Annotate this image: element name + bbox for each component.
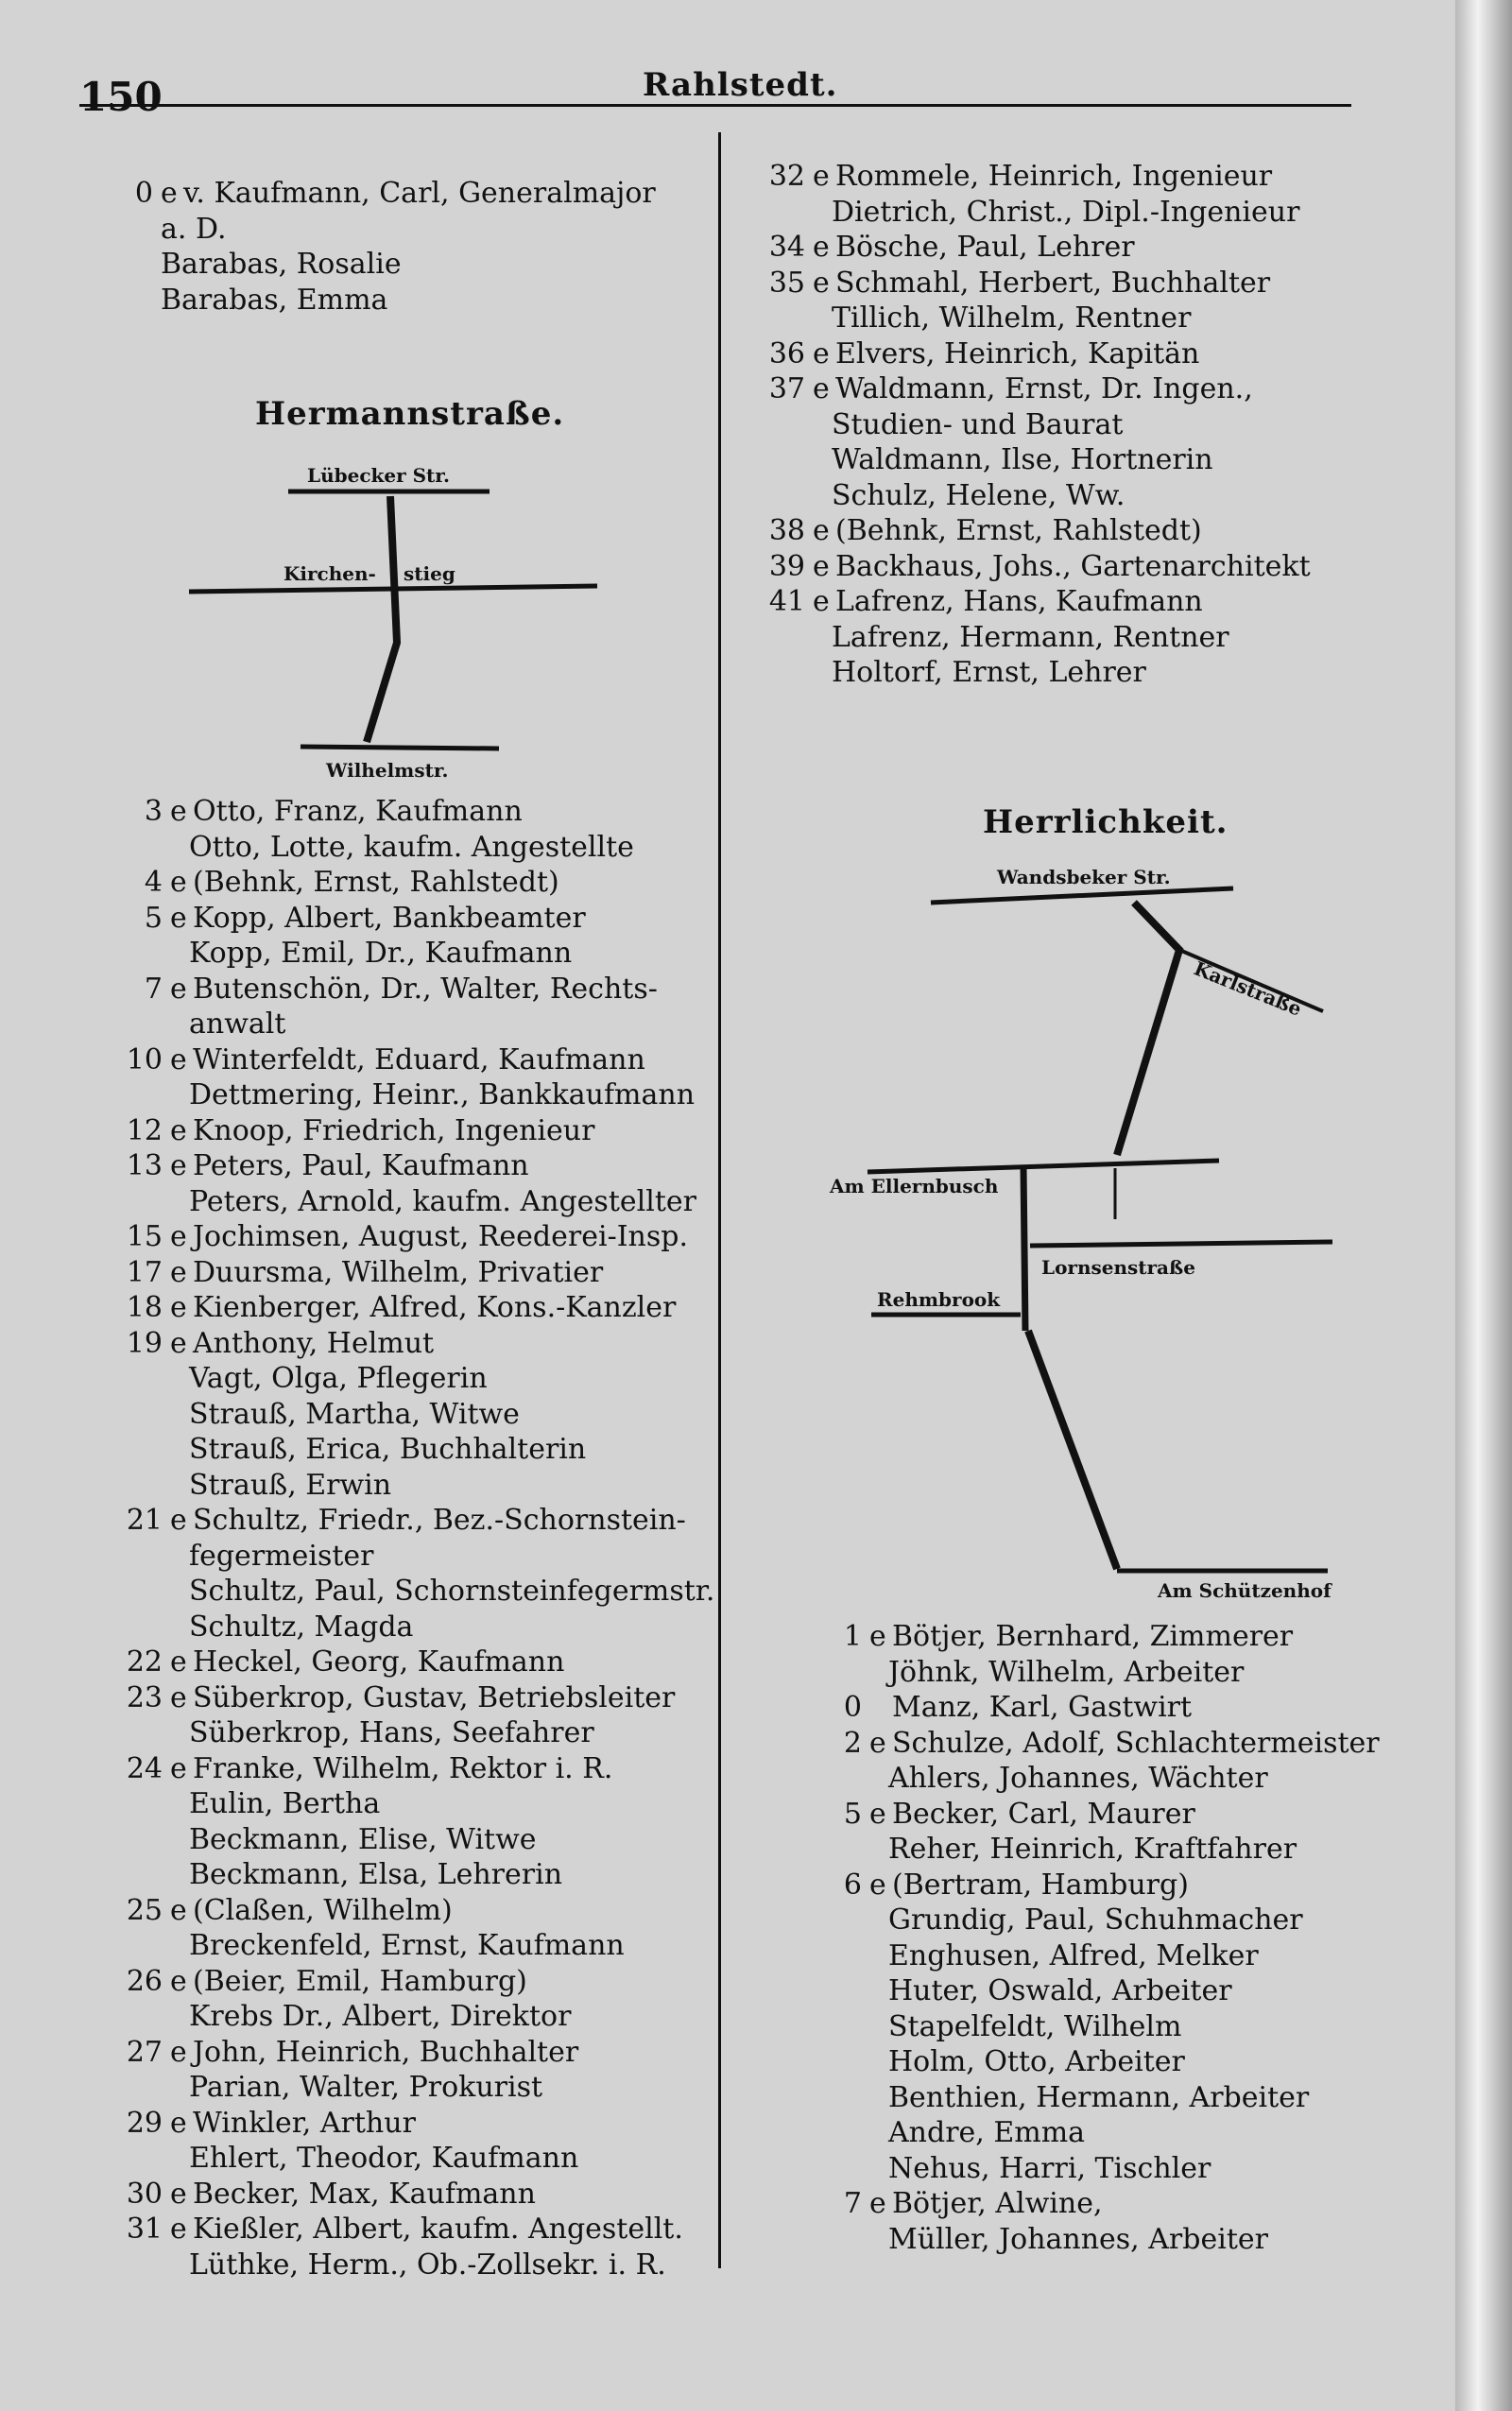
ownership-mark: e: [170, 1680, 187, 1714]
entry-text: Peters, Paul, Kaufmann: [193, 1149, 529, 1182]
ownership-mark: e: [813, 514, 830, 547]
map-label-wilhelmstr: Wilhelmstr.: [326, 759, 449, 782]
house-number: 7: [144, 972, 163, 1006]
entry-text: Elvers, Heinrich, Kapitän: [835, 336, 1200, 370]
house-number: 38: [768, 514, 805, 547]
house-number: 2: [843, 1726, 862, 1760]
ownership-mark: e: [170, 1504, 187, 1537]
ownership-mark: e: [869, 1620, 886, 1653]
entry-text: (Bertram, Hamburg): [892, 1868, 1189, 1902]
house-number: 15: [126, 1220, 163, 1253]
entry-text: Schultz, Paul, Schornsteinfegermstr.: [189, 1575, 715, 1608]
entry-text: (Claßen, Wilhelm): [193, 1893, 453, 1927]
house-number: 6: [843, 1868, 862, 1902]
entry-text: Strauß, Erwin: [189, 1468, 392, 1502]
ownership-mark: e: [170, 2177, 187, 2211]
entry-text: Backhaus, Johs., Gartenarchitekt: [835, 549, 1311, 583]
entry-text: Eulin, Bertha: [189, 1787, 381, 1820]
entry-text: Becker, Carl, Maurer: [892, 1797, 1195, 1831]
entry-text: Breckenfeld, Ernst, Kaufmann: [189, 1929, 625, 1962]
map-road-lornsenstrasse: [1030, 1242, 1332, 1246]
house-number: 4: [144, 866, 163, 899]
entry-text: Barabas, Emma: [161, 283, 388, 317]
entry-text: Schulze, Adolf, Schlachtermeister: [892, 1726, 1380, 1760]
map-label-stieg: stieg: [404, 562, 455, 585]
entry-text: Holtorf, Ernst, Lehrer: [832, 656, 1146, 689]
entry-text: Reher, Heinrich, Kraftfahrer: [888, 1833, 1297, 1866]
entry-text: Süberkrop, Gustav, Betriebsleiter: [193, 1680, 676, 1714]
house-number: 10: [126, 1042, 163, 1076]
house-number: 37: [768, 372, 805, 405]
entry-text: Strauß, Martha, Witwe: [189, 1397, 520, 1431]
entry-text: Manz, Karl, Gastwirt: [892, 1691, 1193, 1724]
entry-text: Schmahl, Herbert, Buchhalter: [835, 266, 1271, 300]
ownership-mark: e: [813, 372, 830, 405]
entry-text: Müller, Johannes, Arbeiter: [888, 2222, 1268, 2256]
entry-text: Strauß, Erica, Buchhalterin: [189, 1433, 587, 1466]
entry-text: Tillich, Wilhelm, Rentner: [832, 301, 1192, 335]
house-number: 27: [126, 2035, 163, 2069]
entry-text: Kopp, Emil, Dr., Kaufmann: [189, 937, 573, 970]
map-label-wandsbeker: Wandsbeker Str.: [997, 866, 1171, 888]
entry-text: (Beier, Emil, Hamburg): [193, 1964, 527, 1998]
entry-text: Benthien, Hermann, Arbeiter: [888, 2080, 1310, 2114]
map-road-herrlichkeit-mid: [1023, 1167, 1025, 1331]
entry-text: Butenschön, Dr., Walter, Rechts-: [193, 972, 658, 1006]
ownership-mark: e: [813, 160, 830, 193]
entry-text: Becker, Max, Kaufmann: [193, 2177, 536, 2211]
entry-text: Studien- und Baurat: [832, 407, 1124, 441]
entry-text: Kopp, Albert, Bankbeamter: [193, 901, 586, 935]
house-number: 36: [768, 336, 805, 370]
entry-text: Parian, Walter, Prokurist: [189, 2071, 543, 2104]
entry-text: (Behnk, Ernst, Rahlstedt): [835, 514, 1202, 547]
ownership-mark: e: [813, 231, 830, 264]
house-number: 34: [768, 231, 805, 264]
page-edge: [1455, 0, 1512, 2411]
map-road-hermannstrasse: [367, 496, 397, 742]
map-label-kirchen: Kirchen-: [284, 562, 376, 585]
entry-text: Schulz, Helene, Ww.: [832, 478, 1125, 512]
ownership-mark: e: [869, 1868, 886, 1902]
map-road-ellernbusch: [868, 1161, 1219, 1172]
entry-text: Grundig, Paul, Schuhmacher: [888, 1903, 1303, 1937]
entry-text: Rommele, Heinrich, Ingenieur: [835, 160, 1273, 193]
house-number: 22: [126, 1645, 163, 1679]
house-number: 5: [144, 901, 163, 935]
house-number: 18: [126, 1291, 163, 1324]
ownership-mark: e: [813, 585, 830, 618]
entry-text: Otto, Franz, Kaufmann: [193, 795, 523, 828]
entry-text: Barabas, Rosalie: [161, 248, 402, 281]
section-title-hermannstrasse: Hermannstraße.: [255, 395, 565, 433]
entry-text: Schultz, Friedr., Bez.-Schornstein-: [193, 1504, 686, 1537]
entry-text: Enghusen, Alfred, Melker: [888, 1938, 1259, 1972]
ownership-mark: e: [869, 1726, 886, 1760]
entry-text: Kienberger, Alfred, Kons.-Kanzler: [193, 1291, 677, 1324]
ownership-mark: e: [170, 1042, 187, 1076]
ownership-mark: e: [813, 266, 830, 300]
entry-text: Ahlers, Johannes, Wächter: [888, 1762, 1268, 1795]
entry-text: anwalt: [189, 1007, 286, 1041]
page-number: 150: [79, 74, 163, 120]
ownership-mark: e: [170, 2213, 187, 2246]
entry-text: Waldmann, Ernst, Dr. Ingen.,: [835, 372, 1253, 405]
entry-text: Lüthke, Herm., Ob.-Zollsekr. i. R.: [189, 2247, 666, 2282]
ownership-mark: e: [170, 1255, 187, 1289]
entry-text: fegermeister: [189, 1539, 374, 1573]
entry-text: Duursma, Wilhelm, Privatier: [193, 1255, 604, 1289]
house-number: 29: [126, 2106, 163, 2140]
ownership-mark: e: [170, 2035, 187, 2069]
ownership-mark: e: [813, 336, 830, 370]
entry-text: Krebs Dr., Albert, Direktor: [189, 2000, 572, 2033]
map-road-wandsbeker: [931, 888, 1233, 903]
entry-text: Anthony, Helmut: [193, 1326, 435, 1360]
entry-text: Lafrenz, Hans, Kaufmann: [835, 585, 1203, 618]
ownership-mark: e: [170, 866, 187, 899]
entry-text: Winterfeldt, Eduard, Kaufmann: [193, 1042, 645, 1076]
ownership-mark: e: [170, 1220, 187, 1253]
entry-text: John, Heinrich, Buchhalter: [193, 2035, 579, 2069]
house-number: 32: [768, 160, 805, 193]
hermannstrasse-map: [189, 464, 597, 782]
entry-text: Heckel, Georg, Kaufmann: [193, 1645, 565, 1679]
ownership-mark: e: [170, 1645, 187, 1679]
house-number: 0: [134, 177, 153, 210]
house-number: 23: [126, 1680, 163, 1714]
entry-text: Dettmering, Heinr., Bankkaufmann: [189, 1078, 696, 1111]
map-label-luebecker: Lübecker Str.: [307, 464, 450, 487]
entry-text: Nehus, Harri, Tischler: [888, 2151, 1211, 2185]
entry-text: Beckmann, Elsa, Lehrerin: [189, 1858, 563, 1891]
entry-text: Süberkrop, Hans, Seefahrer: [189, 1716, 594, 1749]
map-road-herrlichkeit-lower: [1028, 1331, 1117, 1569]
map-label-lornsenstrasse: Lornsenstraße: [1041, 1256, 1195, 1279]
running-head: Rahlstedt.: [643, 66, 838, 104]
ownership-mark: e: [170, 2106, 187, 2140]
entry-text: Stapelfeldt, Wilhelm: [888, 2009, 1182, 2043]
ownership-mark: e: [869, 2187, 886, 2220]
section-title-herrlichkeit: Herrlichkeit.: [983, 803, 1228, 841]
entry-text: Jochimsen, August, Reederei-Insp.: [193, 1220, 689, 1253]
ownership-mark: e: [170, 901, 187, 935]
house-number: 39: [768, 549, 805, 583]
entry-text: Franke, Wilhelm, Rektor i. R.: [193, 1751, 613, 1785]
house-number: 7: [843, 2187, 862, 2220]
entry-text: Vagt, Olga, Pflegerin: [189, 1362, 488, 1395]
map-label-ellernbusch: Am Ellernbusch: [830, 1175, 999, 1197]
entry-text: Bösche, Paul, Lehrer: [835, 231, 1135, 264]
entry-text: Waldmann, Ilse, Hortnerin: [832, 443, 1213, 476]
house-number: 0: [843, 1691, 862, 1724]
ownership-mark: e: [170, 1751, 187, 1785]
entry-text: Otto, Lotte, kaufm. Angestellte: [189, 830, 634, 864]
entry-text: Andre, Emma: [888, 2116, 1086, 2149]
house-number: 12: [126, 1113, 163, 1147]
house-number: 30: [126, 2177, 163, 2211]
herrlichkeit-map: [829, 866, 1332, 1602]
entry-text: a. D.: [161, 212, 227, 246]
house-number: 35: [768, 266, 805, 300]
entry-text: Ehlert, Theodor, Kaufmann: [189, 2142, 579, 2175]
entry-text: Bötjer, Bernhard, Zimmerer: [892, 1620, 1294, 1653]
map-road-wilhelmstr: [301, 747, 499, 749]
house-number: 24: [126, 1751, 163, 1785]
entry-text: Beckmann, Elise, Witwe: [189, 1822, 537, 1856]
map-label-schuetzenhof: Am Schützenhof: [1158, 1579, 1332, 1602]
entry-text: Kießler, Albert, kaufm. Angestellt.: [193, 2213, 683, 2246]
ownership-mark: e: [170, 1893, 187, 1927]
entry-text: (Behnk, Ernst, Rahlstedt): [193, 866, 559, 899]
ownership-mark: e: [170, 795, 187, 828]
map-label-rehmbrook: Rehmbrook: [877, 1288, 1001, 1311]
map-label-karlstrasse: Karlstraße: [1191, 956, 1305, 1021]
entry-text: Holm, Otto, Arbeiter: [888, 2045, 1185, 2078]
entry-text: Knoop, Friedrich, Ingenieur: [193, 1113, 595, 1147]
ownership-mark: e: [161, 177, 178, 210]
house-number: 25: [126, 1893, 163, 1927]
ownership-mark: e: [813, 549, 830, 583]
ownership-mark: e: [170, 1326, 187, 1360]
ownership-mark: e: [170, 972, 187, 1006]
entry-text: Winkler, Arthur: [193, 2106, 416, 2140]
house-number: 41: [768, 585, 805, 618]
map-road-herrlichkeit-upper: [1117, 903, 1179, 1155]
ownership-mark: e: [170, 1964, 187, 1998]
house-number: 5: [843, 1797, 862, 1831]
ownership-mark: e: [869, 1797, 886, 1831]
ownership-mark: e: [170, 1113, 187, 1147]
entry-text: Huter, Oswald, Arbeiter: [888, 1974, 1232, 2007]
entry-text: Lafrenz, Hermann, Rentner: [832, 620, 1229, 654]
house-number: 19: [126, 1326, 163, 1360]
house-number: 13: [126, 1149, 163, 1182]
house-number: 31: [126, 2213, 163, 2246]
entry-text: Bötjer, Alwine,: [892, 2187, 1103, 2220]
house-number: 26: [126, 1964, 163, 1998]
house-number: 21: [126, 1504, 163, 1537]
entry-text: Peters, Arnold, kaufm. Angestellter: [189, 1184, 696, 1218]
entry-text: Jöhnk, Wilhelm, Arbeiter: [888, 1655, 1245, 1689]
house-number: 17: [126, 1255, 163, 1289]
entry-text: Schultz, Magda: [189, 1610, 414, 1644]
entry-text: Dietrich, Christ., Dipl.-Ingenieur: [832, 195, 1300, 229]
entry-text: v. Kaufmann, Carl, Generalmajor: [183, 177, 656, 210]
house-number: 3: [144, 795, 163, 828]
ownership-mark: e: [170, 1149, 187, 1182]
ownership-mark: e: [170, 1291, 187, 1324]
house-number: 1: [843, 1620, 862, 1653]
